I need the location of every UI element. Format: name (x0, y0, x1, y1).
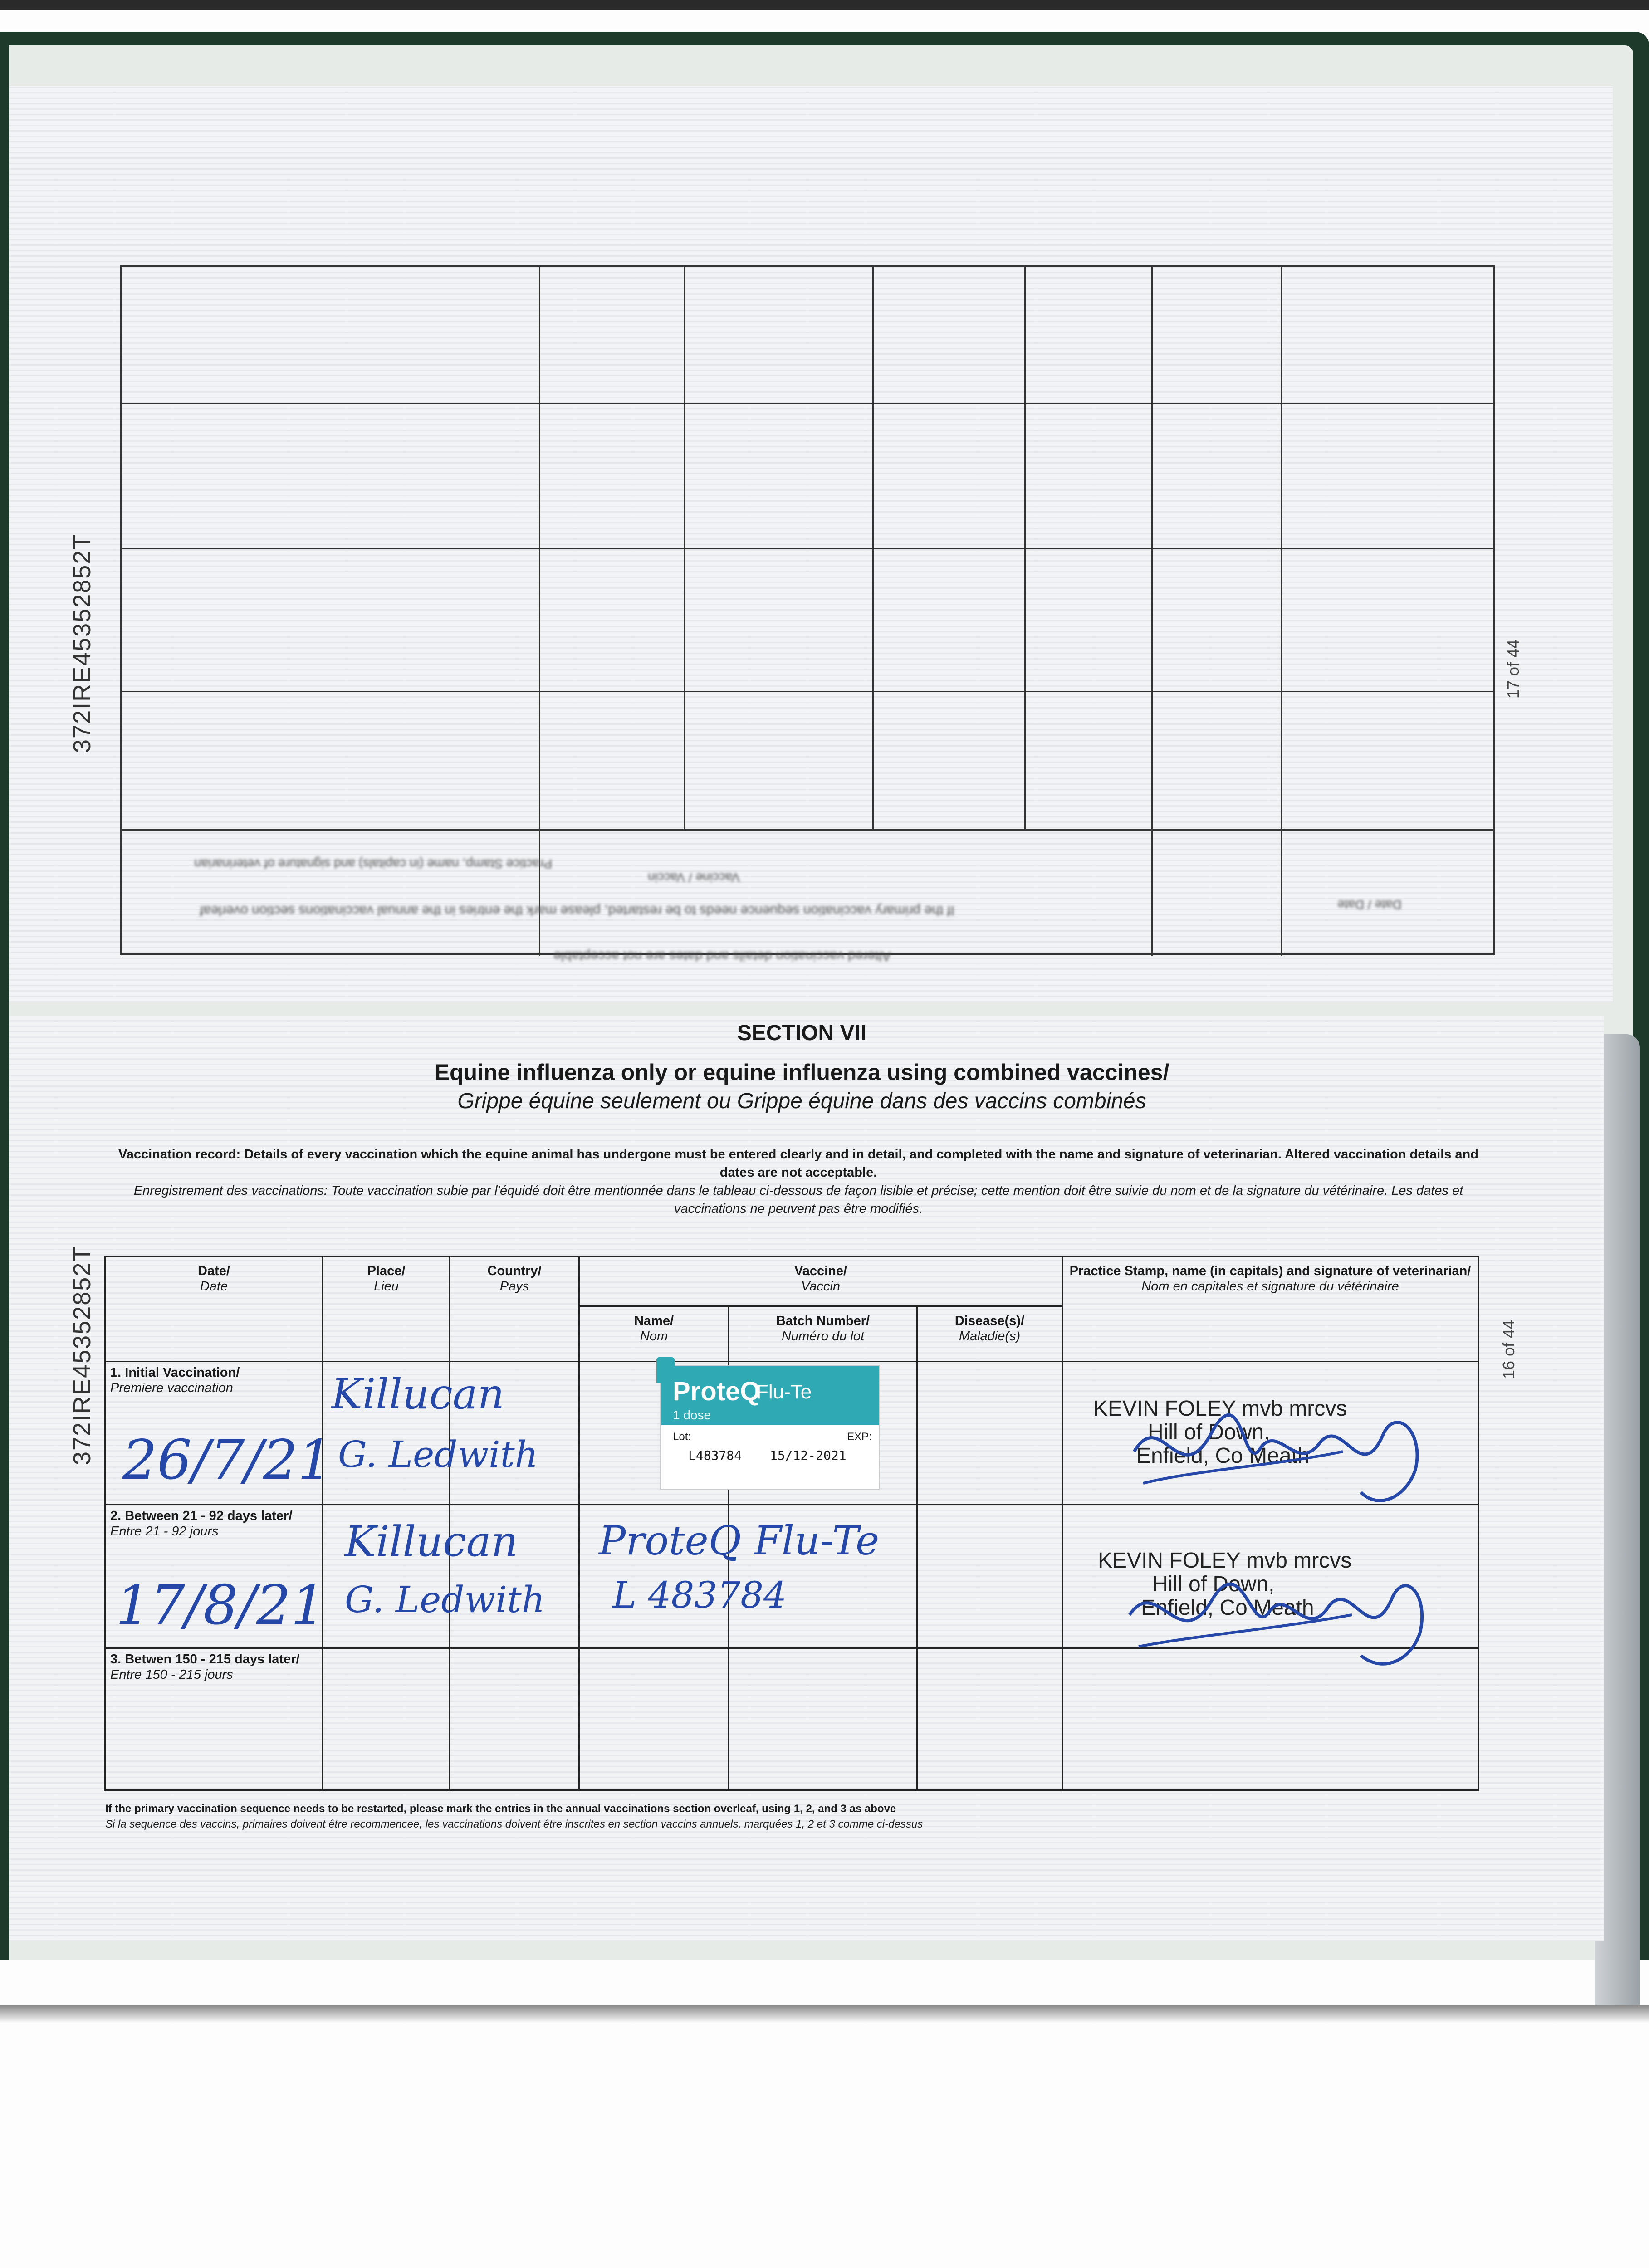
row-2-signature (1107, 1538, 1452, 1683)
row-3-place-cell (323, 1649, 450, 1789)
row-2-date-cell: 2. Between 21 - 92 days later/ Entre 21 - 92 jours (106, 1505, 323, 1649)
header-vaccine-name: Name/ Nom (580, 1307, 729, 1362)
row-1-practice-stamp: KEVIN FOLEY mvb mrcvs Hill of Down, Enfield, Co Meath (1093, 1397, 1347, 1468)
row-3-disease-cell (918, 1649, 1063, 1789)
row-1-disease-cell (918, 1362, 1063, 1505)
row-1-vet-handwritten: G. Ledwith (338, 1433, 538, 1476)
row-1-signature (1107, 1379, 1452, 1515)
sticker-brand: ProteQ (673, 1377, 761, 1406)
sticker-product: Flu-Te (756, 1381, 812, 1403)
row-3-country-cell (450, 1649, 580, 1789)
row-2-date-handwritten: 17/8/21 (116, 1574, 326, 1637)
vaccine-sticker (660, 1365, 880, 1490)
footer-note-fr: Si la sequence des vaccins, primaires doivent être recommencee, les vaccinations doivent être inscrites en section vaccins annuels, marquées 1, 2 et 3 comme ci-dessus (105, 1818, 923, 1830)
header-disease: Disease(s)/ Maladie(s) (918, 1307, 1063, 1362)
scan-shadow (0, 2005, 1649, 2023)
row-2-practice-stamp: KEVIN FOLEY mvb mrcvs Hill of Down, Enfield, Co Meath (1098, 1549, 1352, 1620)
row-1-date-handwritten: 26/7/21 (122, 1429, 333, 1492)
row-2-disease-cell (918, 1505, 1063, 1649)
row-2-vet-handwritten: G. Ledwith (345, 1579, 545, 1621)
sticker-lot-number: L483784 (688, 1448, 742, 1463)
row-2-place-handwritten: Killucan (345, 1517, 518, 1566)
row-1-date-cell: 1. Initial Vaccination/ Premiere vaccination (106, 1362, 323, 1505)
header-date: Date/ Date (106, 1257, 323, 1362)
section-heading-en: Equine influenza only or equine influenza using combined vaccines/ (434, 1060, 1169, 1085)
row-3-batch-cell (729, 1649, 918, 1789)
row-2-vaccine-handwritten: ProteQ Flu-Te (599, 1517, 880, 1564)
sticker-tab (656, 1357, 675, 1383)
page-number-upper: 17 of 44 (1504, 639, 1522, 699)
sticker-dose: 1 dose (673, 1408, 711, 1422)
passport-id-lower: 372IRE45352852T (69, 1246, 96, 1465)
row-3-date-cell: 3. Betwen 150 - 215 days later/ Entre 150 - 215 jours (106, 1649, 323, 1789)
scan-edge-top (0, 0, 1649, 10)
row-3-name-cell (580, 1649, 729, 1789)
row-1-place-handwritten: Killucan (331, 1370, 504, 1418)
header-place: Place/ Lieu (323, 1257, 450, 1362)
sticker-lot-label: Lot: (673, 1431, 691, 1443)
section-heading-fr: Grippe équine seulement ou Grippe équine dans des vaccins combinés (457, 1089, 1146, 1113)
header-vaccine: Vaccine/ Vaccin (580, 1257, 1063, 1307)
header-practice-stamp: Practice Stamp, name (in capitals) and signature of veterinarian/ Nom en capitales et signature du vétérinaire (1063, 1257, 1478, 1362)
upper-page: Practice Stamp, name (in capitals) and signature of veterinarian Vaccine / Vaccin Date / Date If the primary vaccination sequence needs to be restarted, please mark the entries in the annual vaccinations section overleaf Altered vaccination details and dates are not acceptable (9, 86, 1613, 1002)
page-number-lower: 16 of 44 (1499, 1320, 1518, 1379)
header-country: Country/ Pays (450, 1257, 580, 1362)
passport-id-upper: 372IRE45352852T (69, 533, 96, 753)
upper-vaccination-table: Practice Stamp, name (in capitals) and signature of veterinarian Vaccine / Vaccin Date / Date (120, 265, 1495, 955)
section-title: SECTION VII (737, 1021, 867, 1045)
footer-note-en: If the primary vaccination sequence needs to be restarted, please mark the entries in the annual vaccinations section overleaf, using 1, 2, and 3 as above (105, 1803, 896, 1815)
intro-text-fr: Enregistrement des vaccinations: Toute vaccination subie par l'équidé doit être mentionnée dans le tableau ci-dessous de façon lisible et précise; cette mention doit être suivie du nom et de la signature du vétérinaire. Les dates et vaccinations ne peuvent pas être modifiés. (133, 1183, 1463, 1216)
sticker-exp-label: EXP: (847, 1431, 872, 1443)
row-2-batch-handwritten: L 483784 (612, 1574, 787, 1616)
intro-text-en: Vaccination record: Details of every vaccination which the equine animal has undergone must be entered clearly and in detail, and completed with the name and signature of veterinarian. Altered vaccination details and dates are not acceptable. (118, 1147, 1478, 1180)
sticker-expiry: 15/12-2021 (770, 1448, 847, 1463)
header-batch-number: Batch Number/ Numéro du lot (729, 1307, 918, 1362)
